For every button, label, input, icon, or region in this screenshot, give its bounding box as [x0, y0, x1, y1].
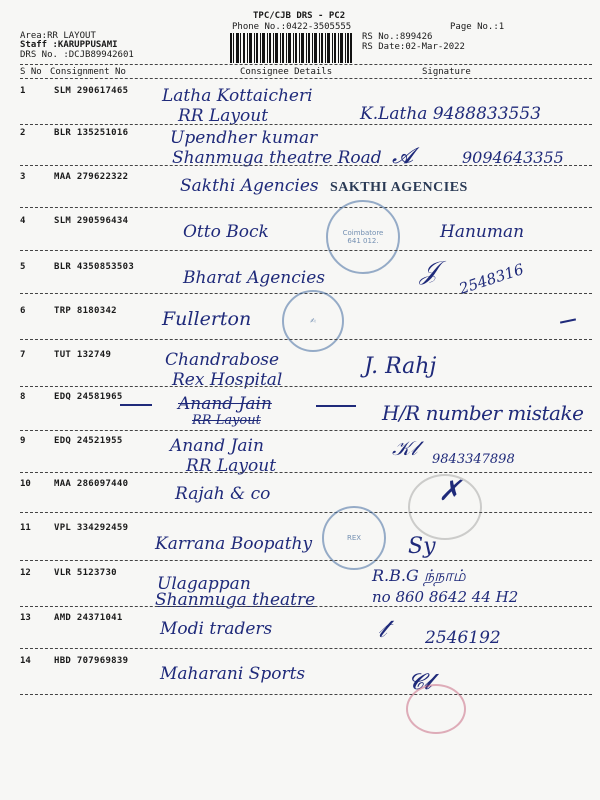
consignee-address: Shanmuga theatre [155, 590, 316, 610]
consignee-address: RR Layout [178, 106, 269, 126]
row-divider [20, 386, 592, 387]
row-number: 10 [20, 479, 31, 489]
signature-mark: R.B.G ந்நாம் [372, 566, 466, 585]
row-number: 1 [20, 86, 26, 96]
consignment-number: HBD 707969839 [54, 656, 129, 666]
signature-mark: ✗ [438, 474, 462, 507]
consignee-name: Latha Kottaicheri [162, 86, 313, 106]
signature: 9094643355 [462, 148, 564, 167]
consignee-name: Upendher kumar [170, 128, 318, 148]
round-seal-stamp: REX [322, 506, 386, 570]
consignment-number: BLR 4350853503 [54, 262, 135, 272]
company-stamp: SAKTHI AGENCIES [330, 180, 468, 195]
row-divider [20, 250, 592, 251]
signature-mark: 𝒦𝓁 [392, 436, 418, 460]
consignment-number: EDQ 24581965 [54, 392, 123, 402]
rs-date: RS Date:02-Mar-2022 [362, 42, 465, 52]
row-divider [20, 606, 592, 607]
consignment-number: VPL 334292459 [54, 523, 129, 533]
signature: 2548316 [456, 260, 526, 298]
consignment-number: AMD 24371041 [54, 613, 123, 623]
phone-number: Phone No.:0422-3505555 [232, 22, 352, 32]
signature: 2546192 [425, 628, 501, 648]
form-title: TPC/CJB DRS - PC2 [253, 11, 346, 21]
signature: 9843347898 [432, 452, 515, 467]
row-divider [20, 648, 592, 649]
consignee-name: Modi traders [160, 619, 273, 639]
consignee-name: Fullerton [162, 308, 252, 330]
barcode [230, 33, 352, 63]
consignee-name: Ulagappan [157, 574, 251, 594]
page-number: Page No.:1 [450, 22, 505, 32]
row-divider [20, 207, 592, 208]
row-divider [20, 560, 592, 561]
signature-mark: 𝒥 [420, 256, 438, 286]
row-number: 6 [20, 306, 26, 316]
row-divider [20, 430, 592, 431]
consignee-name: Bharat Agencies [183, 268, 325, 288]
row-divider [20, 512, 592, 513]
row-divider [20, 124, 592, 125]
col-consignment: Consignment No [50, 67, 126, 77]
col-sno: S No [20, 67, 42, 77]
consignment-number: TUT 132749 [54, 350, 112, 360]
signature-mark: 𝓉 [378, 614, 387, 644]
header-rule-bottom [20, 78, 592, 79]
rs-number: RS No.:899426 [362, 32, 433, 42]
round-seal-stamp: Coimbatore 641 012. [326, 200, 400, 274]
signature: no 860 8642 44 H2 [372, 588, 519, 606]
row-number: 8 [20, 392, 26, 402]
header-rule-top [20, 64, 592, 65]
drs-number: DRS No. :DCJB89942601 [20, 50, 134, 60]
consignee-name: Chandrabose [165, 350, 280, 370]
row-number: 3 [20, 172, 26, 182]
consignment-number: MAA 279622322 [54, 172, 129, 182]
round-seal-stamp [406, 684, 466, 734]
row-divider [20, 339, 592, 340]
signature: Hanuman [440, 222, 525, 242]
consignee-name: Otto Bock [183, 222, 269, 242]
signature: Sy [408, 534, 436, 559]
row-number: 7 [20, 350, 26, 360]
consignee-name: Anand Jain [178, 394, 272, 414]
consignment-number: BLR 135251016 [54, 128, 129, 138]
consignment-number: VLR 5123730 [54, 568, 117, 578]
col-consignee: Consignee Details [240, 67, 333, 77]
remark: H/R number mistake [382, 401, 584, 425]
row-number: 5 [20, 262, 26, 272]
consignment-number: SLM 290617465 [54, 86, 129, 96]
consignee-name: Rajah & co [175, 484, 271, 504]
consignee-address: RR Layout [192, 413, 261, 428]
row-number: 2 [20, 128, 26, 138]
staff-label: Staff :KARUPPUSAMI [20, 40, 118, 50]
signature-mark: 𝓐 [392, 144, 414, 169]
area-label: Area:RR LAYOUT [20, 31, 96, 41]
col-signature: Signature [422, 67, 471, 77]
consignee-address: RR Layout [186, 456, 277, 476]
row-number: 4 [20, 216, 26, 226]
consignee-address: Shanmuga theatre Road [172, 148, 382, 168]
pen-stroke [560, 318, 576, 323]
row-number: 12 [20, 568, 31, 578]
consignment-number: EDQ 24521955 [54, 436, 123, 446]
row-divider [20, 694, 592, 695]
pen-stroke [316, 405, 356, 407]
consignment-number: SLM 290596434 [54, 216, 129, 226]
consignment-number: MAA 286097440 [54, 479, 129, 489]
consignee-name: Anand Jain [170, 436, 264, 456]
consignee-address: Rex Hospital [172, 370, 283, 390]
row-number: 9 [20, 436, 26, 446]
row-number: 11 [20, 523, 31, 533]
signature: K.Latha 9488833553 [360, 104, 542, 124]
row-divider [20, 165, 592, 166]
consignee-name: Karrana Boopathy [155, 534, 313, 554]
row-number: 13 [20, 613, 31, 623]
pen-stroke [120, 404, 152, 406]
row-number: 14 [20, 656, 31, 666]
row-divider [20, 472, 592, 473]
consignee-name: Sakthi Agencies [180, 176, 319, 196]
signature: J. Rahj [364, 354, 437, 379]
consignment-number: TRP 8180342 [54, 306, 117, 316]
consignee-name: Maharani Sports [160, 664, 306, 684]
round-seal-stamp: ✍ [282, 290, 344, 352]
signature-mark: 𝓒𝓵 [408, 670, 432, 695]
